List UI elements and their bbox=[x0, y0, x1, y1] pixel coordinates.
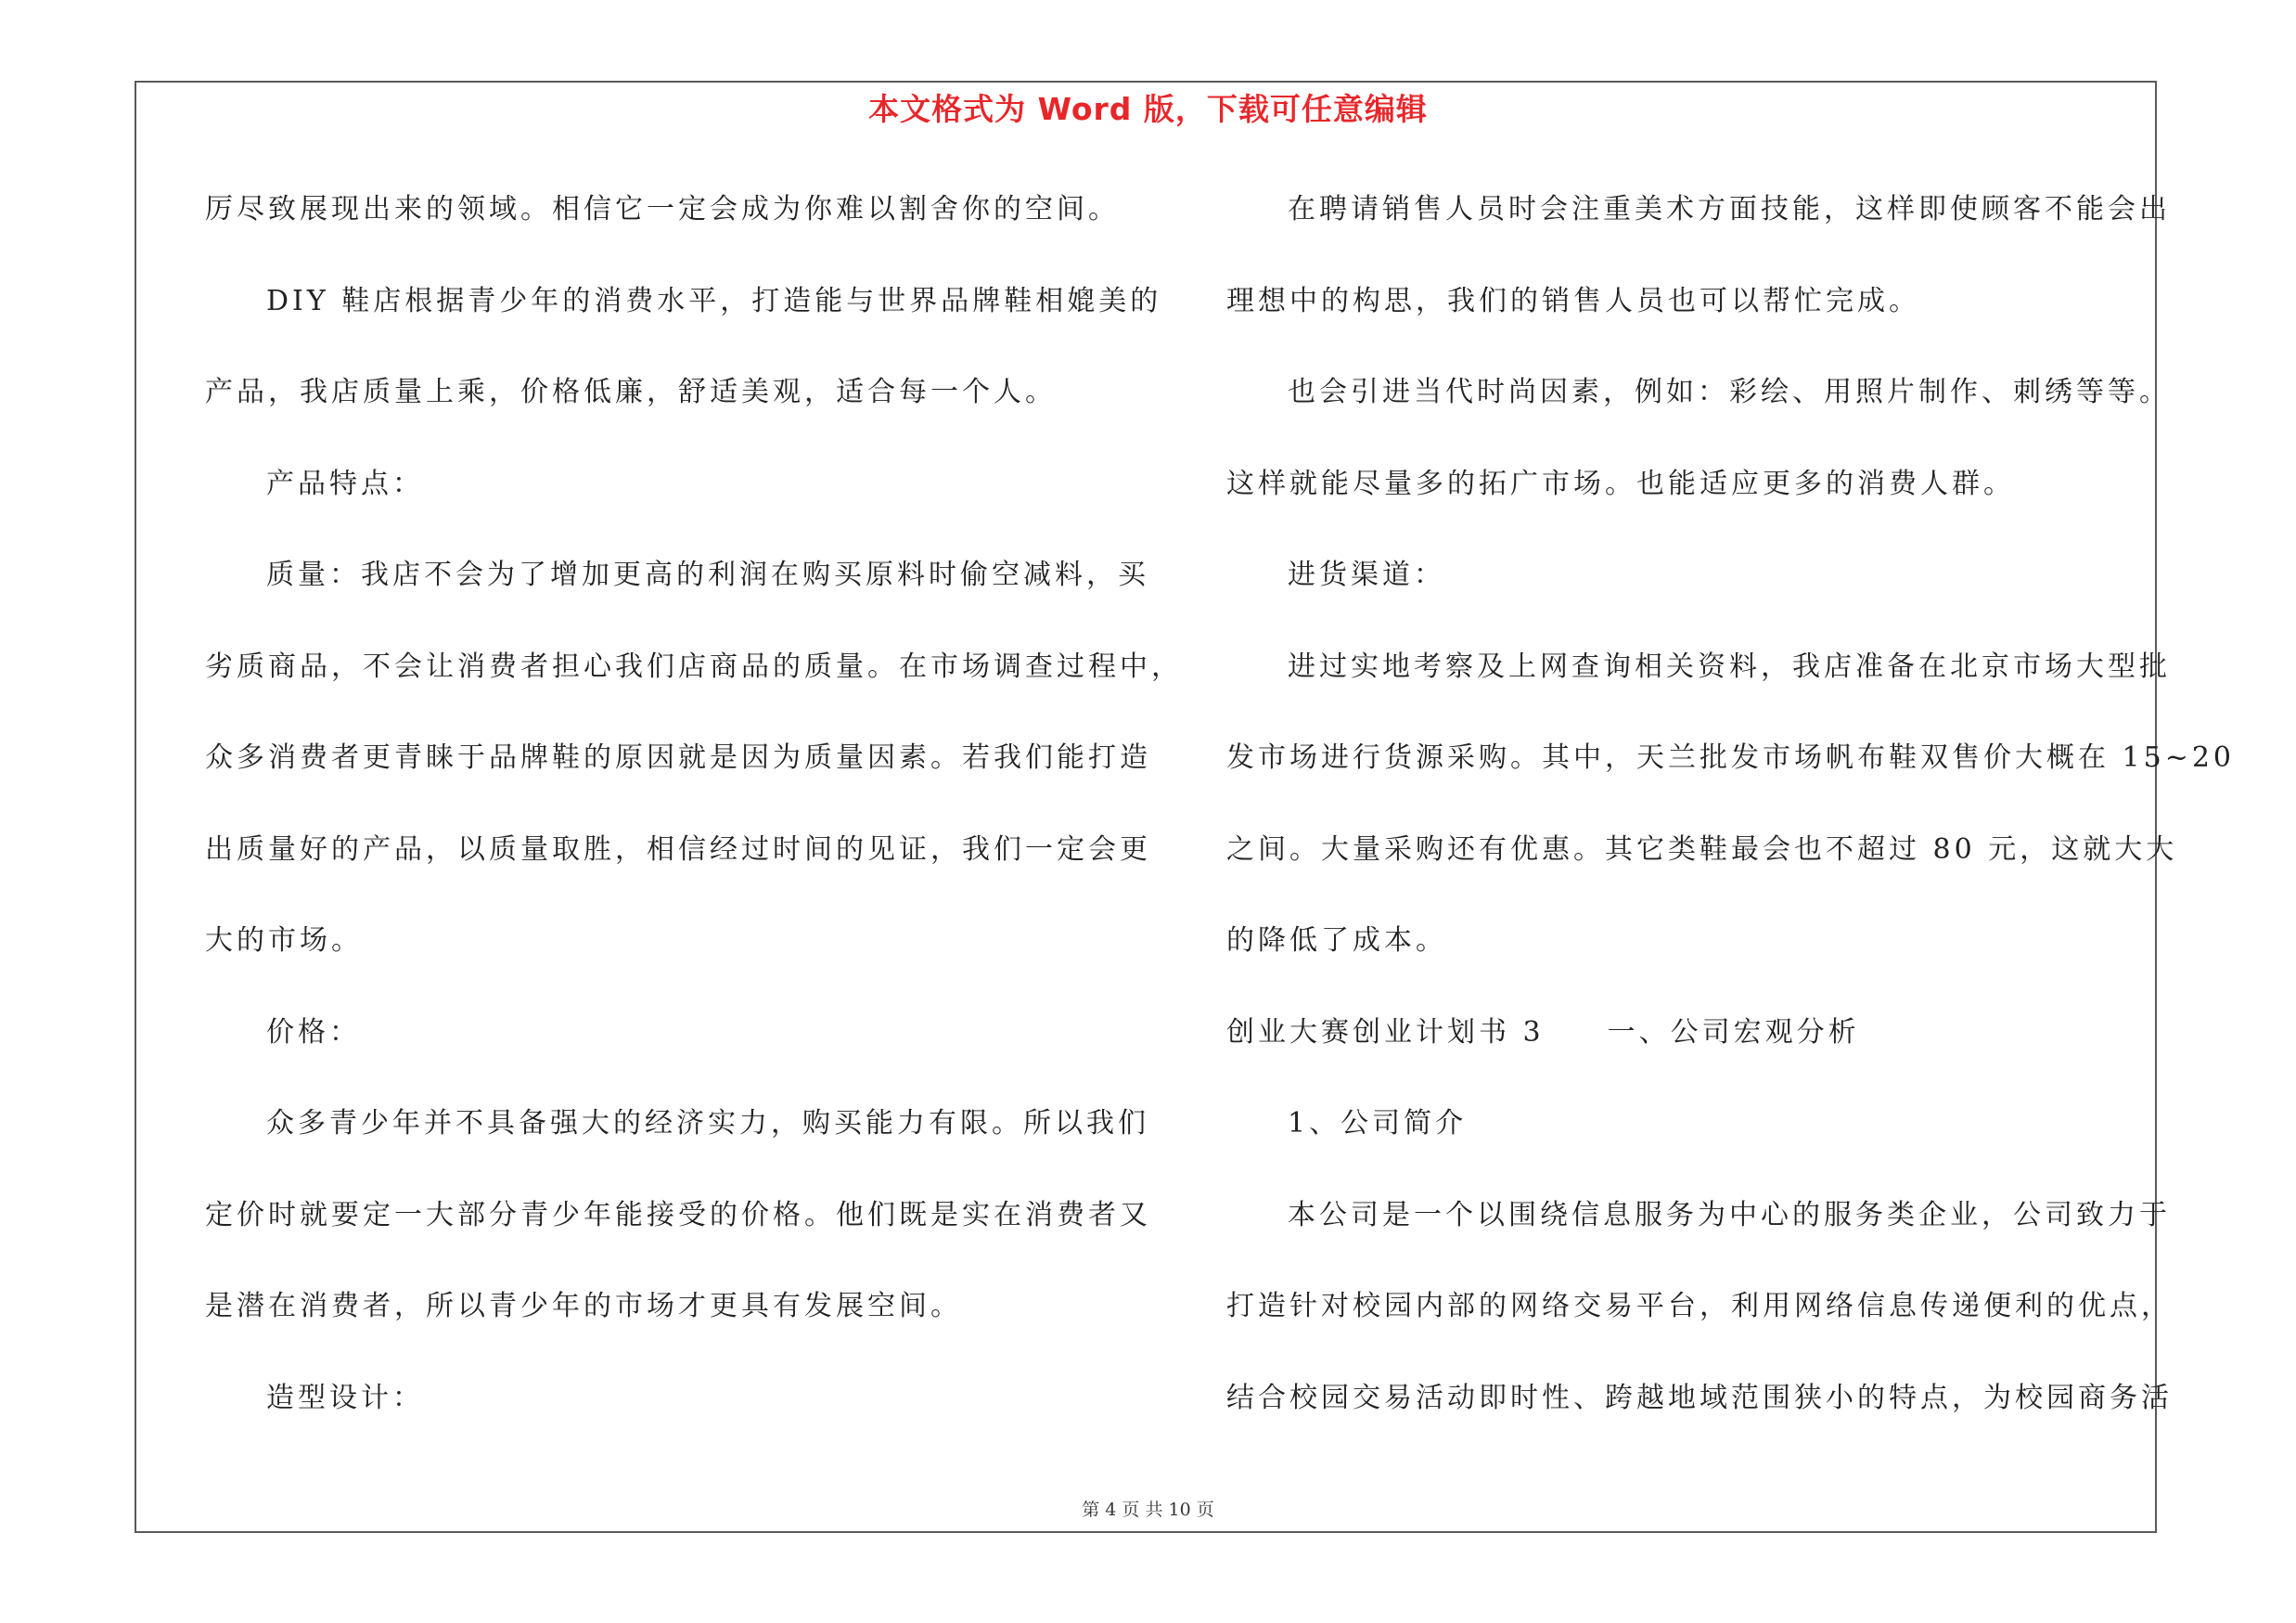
right-column bbox=[1226, 182, 2236, 1462]
text-line: 创业大赛创业计划书 3 一、公司宏观分析 bbox=[1226, 1015, 1860, 1049]
text-line: DIY 鞋店根据青少年的消费水平，打造能与世界品牌鞋相媲美的 bbox=[266, 284, 1162, 317]
text-line: 造型设计： bbox=[266, 1381, 424, 1414]
text-line: 结合校园交易活动即时性、跨越地域范围狭小的特点，为校园商务活 bbox=[1226, 1381, 2173, 1414]
text-line: 进过实地考察及上网查询相关资料，我店准备在北京市场大型批 bbox=[1288, 650, 2171, 683]
text-line: 这样就能尽量多的拓广市场。也能适应更多的消费人群。 bbox=[1226, 467, 2015, 500]
text-line: 进货渠道： bbox=[1288, 559, 1445, 591]
text-line: 众多消费者更青睐于品牌鞋的原因就是因为质量因素。若我们能打造 bbox=[205, 741, 1151, 774]
text-line: 产品，我店质量上乘，价格低廉，舒适美观，适合每一个人。 bbox=[205, 376, 1057, 408]
page-footer: 第 4 页 共 10 页 bbox=[1082, 1500, 1214, 1520]
text-line: 出质量好的产品，以质量取胜，相信经过时间的见证，我们一定会更 bbox=[205, 832, 1151, 866]
text-line: 理想中的构思，我们的销售人员也可以帮忙完成。 bbox=[1226, 284, 1920, 317]
text-line: 发市场进行货源采购。其中，天兰批发市场帆布鞋双售价大概在 15~20 bbox=[1226, 741, 2236, 774]
text-line: 质量：我店不会为了增加更高的利润在购买原料时偷空减料，买 bbox=[266, 559, 1149, 591]
text-line: 厉尽致展现出来的领域。相信它一定会成为你难以割舍你的空间。 bbox=[205, 193, 1120, 225]
text-line: 在聘请销售人员时会注重美术方面技能，这样即使顾客不能会出 bbox=[1288, 193, 2171, 225]
text-line: 之间。大量采购还有优惠。其它类鞋最会也不超过 80 元，这就大大 bbox=[1226, 832, 2178, 866]
text-line: 也会引进当代时尚因素，例如：彩绘、用照片制作、刺绣等等。 bbox=[1288, 376, 2171, 408]
text-line: 价格： bbox=[266, 1015, 361, 1049]
page-header-notice: 本文格式为 Word 版，下载可任意编辑 bbox=[868, 91, 1428, 127]
text-line: 产品特点： bbox=[266, 467, 424, 500]
text-line: 大的市场。 bbox=[205, 924, 363, 957]
left-column bbox=[205, 182, 1183, 1462]
text-line: 本公司是一个以围绕信息服务为中心的服务类企业，公司致力于 bbox=[1288, 1198, 2171, 1231]
text-line: 是潜在消费者，所以青少年的市场才更具有发展空间。 bbox=[205, 1290, 962, 1322]
text-line: 打造针对校园内部的网络交易平台，利用网络信息传递便利的优点， bbox=[1226, 1290, 2173, 1322]
text-line: 的降低了成本。 bbox=[1226, 924, 1447, 957]
text-line: 众多青少年并不具备强大的经济实力，购买能力有限。所以我们 bbox=[266, 1107, 1149, 1140]
text-line: 1、公司简介 bbox=[1288, 1107, 1468, 1140]
text-line: 劣质商品，不会让消费者担心我们店商品的质量。在市场调查过程中， bbox=[205, 650, 1183, 683]
text-line: 定价时就要定一大部分青少年能接受的价格。他们既是实在消费者又 bbox=[205, 1198, 1151, 1231]
